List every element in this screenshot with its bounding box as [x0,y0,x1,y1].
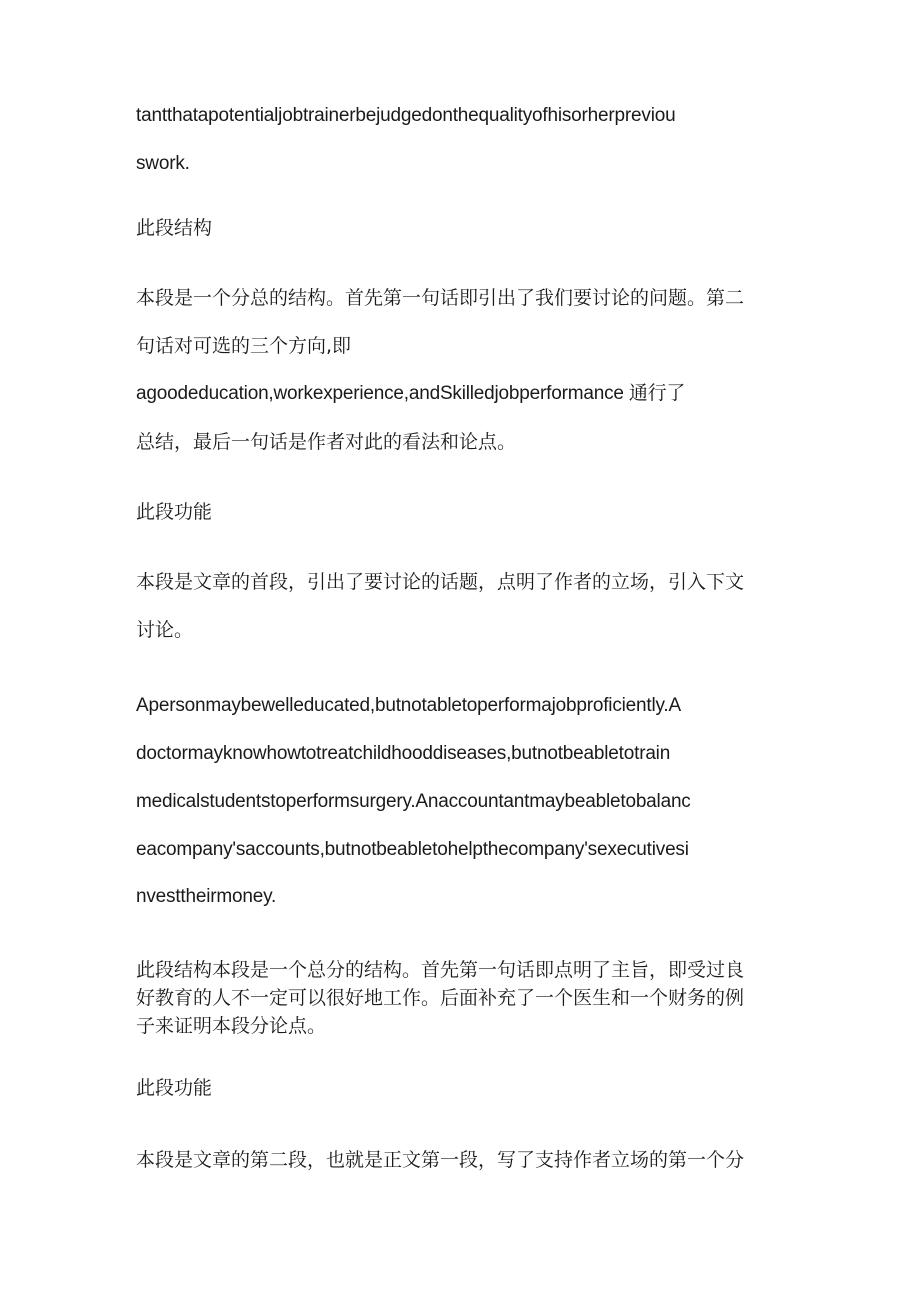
paragraph-line: agoodeducation,workexperience,andSkilledjobperformance 通行了 [136,383,686,404]
paragraph-line: tantthatapotentialjobtrainerbejudgedonthequalityofhisorherpreviou [136,105,676,126]
paragraph-line: swork. [136,153,190,174]
paragraph-line: eacompany'saccounts,butnotbeabletohelpthecompany'sexecutivesi [136,839,689,860]
paragraph-line: 此段结构本段是一个总分的结构。首先第一句话即点明了主旨，即受过良 [136,959,745,981]
paragraph-line: doctormayknowhowtotreatchildhooddiseases,butnotbeabletotrain [136,743,671,764]
paragraph-line: Apersonmaybewelleducated,butnotabletoperformajobproficiently.A [136,695,681,716]
paragraph-line: 本段是文章的第二段，也就是正文第一段，写了支持作者立场的第一个分 [136,1149,745,1171]
paragraph-line: 子来证明本段分论点。 [136,1015,327,1037]
section-heading: 此段功能 [136,501,213,523]
paragraph-line: 讨论。 [136,619,194,641]
section-heading: 此段结构 [136,217,213,239]
paragraph-line: 总结，最后一句话是作者对此的看法和论点。 [136,431,517,453]
paragraph-line: 句话对可选的三个方向,即 [136,335,352,357]
paragraph-line: 本段是一个分总的结构。首先第一句话即引出了我们要讨论的问题。第二 [136,287,745,309]
paragraph-line: 好教育的人不一定可以很好地工作。后面补充了一个医生和一个财务的例 [136,987,745,1009]
paragraph-line: nvesttheirmoney. [136,886,277,907]
section-heading: 此段功能 [136,1077,213,1099]
paragraph-line: 本段是文章的首段，引出了要讨论的话题，点明了作者的立场，引入下文 [136,571,745,593]
paragraph-line: medicalstudentstoperformsurgery.Anaccountantmaybeabletobalanc [136,791,691,812]
